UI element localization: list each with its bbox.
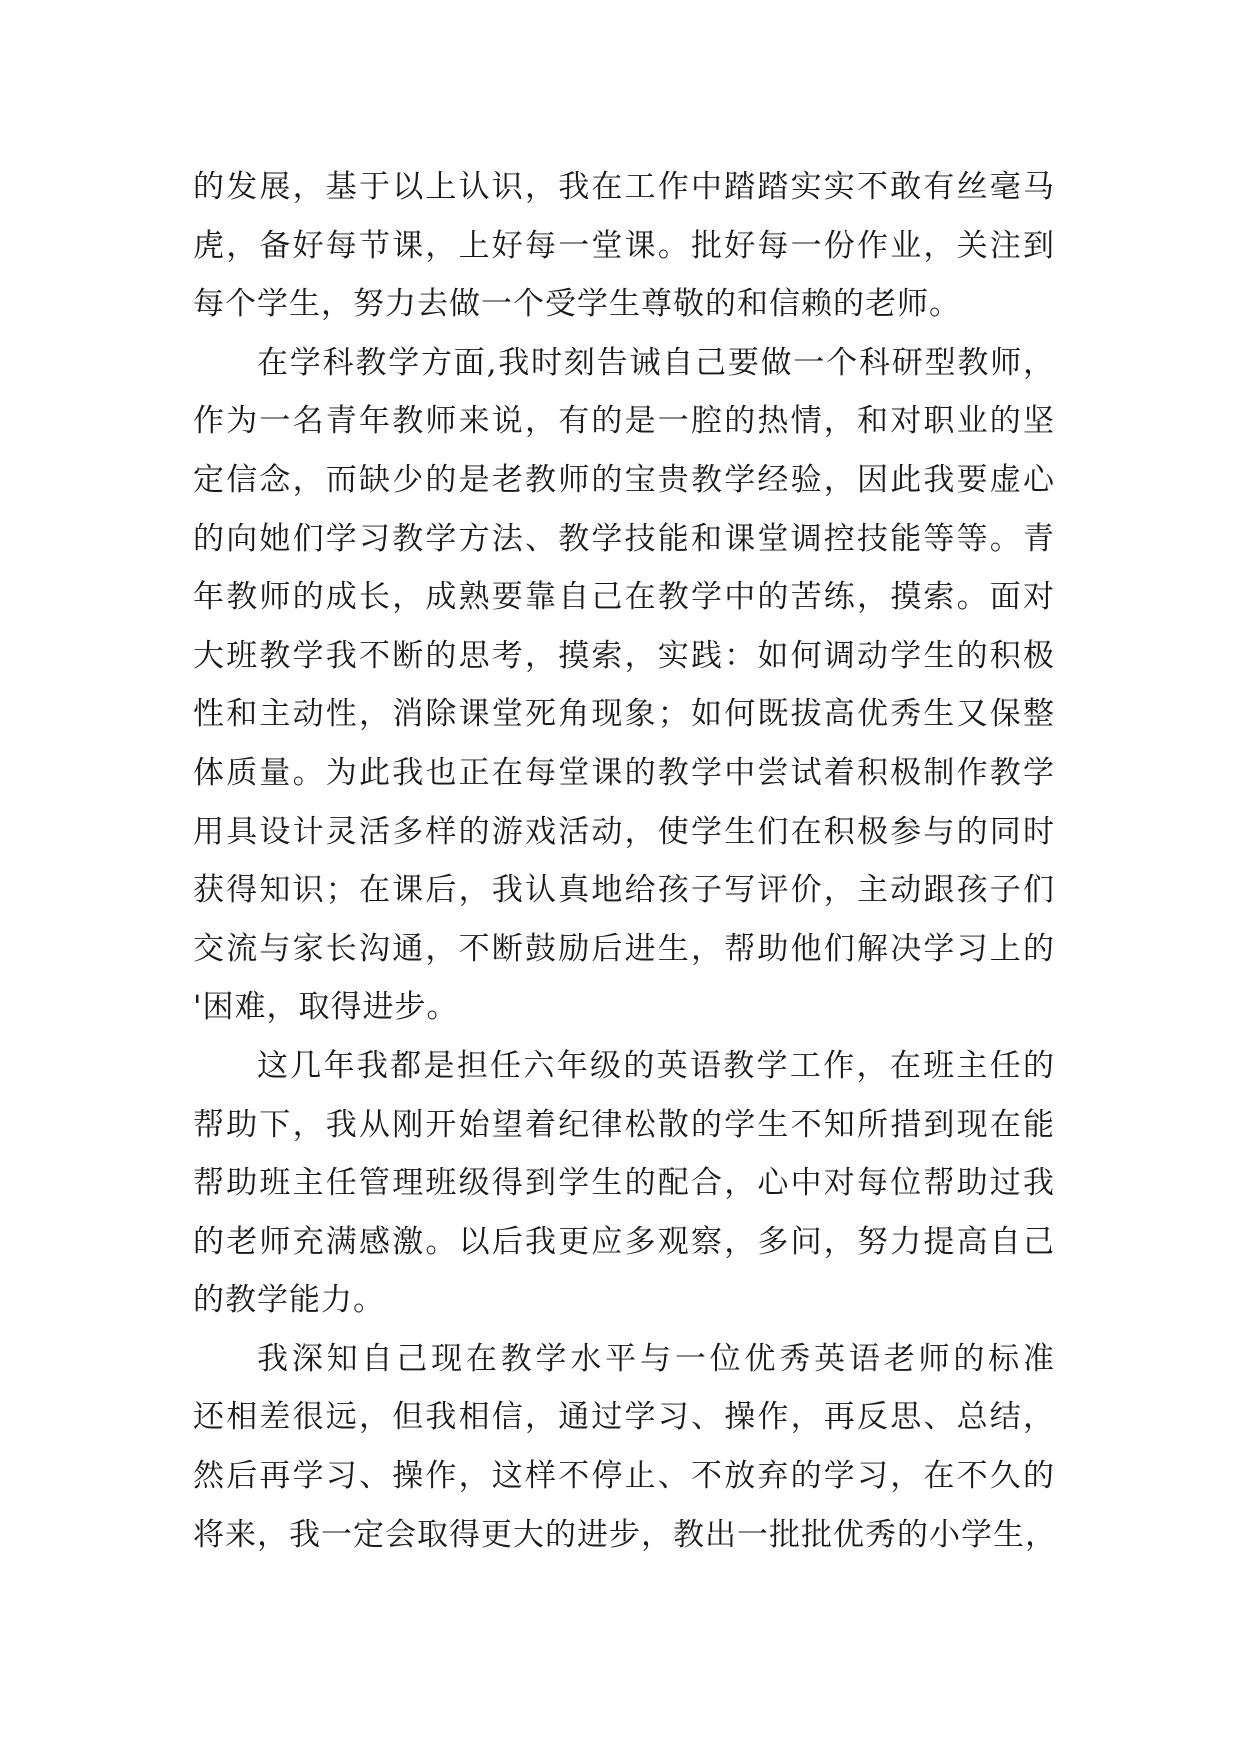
text-line: 定信念，而缺少的是老教师的宝贵教学经验，因此我要虚心 [193,461,1055,498]
text-line: '困难，取得进步。 [193,989,459,1026]
text-line: 这几年我都是担任六年级的英语教学工作，在班主任的 [257,1047,1055,1084]
text-line: 的老师充满感激。以后我更应多观察，多问，努力提高自己 [193,1223,1055,1260]
text-line: 年教师的成长，成熟要靠自己在教学中的苦练，摸索。面对 [193,579,1055,616]
text-line: 帮助班主任管理班级得到学生的配合，心中对每位帮助过我 [193,1165,1055,1202]
text-line: 交流与家长沟通，不断鼓励后进生，帮助他们解决学习上的 [193,930,1055,967]
text-line: 还相差很远，但我相信，通过学习、操作，再反思、总结， [193,1399,1055,1436]
text-line: 获得知识；在课后，我认真地给孩子写评价，主动跟孩子们 [193,872,1055,909]
text-line: 然后再学习、操作，这样不停止、不放弃的学习，在不久的 [193,1458,1055,1495]
text-line: 作为一名青年教师来说，有的是一腔的热情，和对职业的坚 [193,403,1055,440]
text-line: 我深知自己现在教学水平与一位优秀英语老师的标准 [257,1340,1055,1377]
text-line: 的发展，基于以上认识，我在工作中踏踏实实不敢有丝毫马 [193,169,1055,205]
text-line: 帮助下，我从刚开始望着纪律松散的学生不知所措到现在能 [193,1106,1055,1143]
text-line: 的向她们学习教学方法、教学技能和课堂调控技能等等。青 [193,520,1055,557]
text-line: 用具设计灵活多样的游戏活动，使学生们在积极参与的同时 [193,813,1055,850]
text-line: 虎，备好每节课，上好每一堂课。批好每一份作业，关注到 [193,227,1055,264]
text-line: 的教学能力。 [193,1282,385,1319]
body-text [193,158,1055,1564]
text-line: 性和主动性，消除课堂死角现象；如何既拔高优秀生又保整 [193,696,1055,733]
text-line: 每个学生，努力去做一个受学生尊敬的和信赖的老师。 [193,286,961,323]
text-line: 大班教学我不断的思考，摸索，实践：如何调动学生的积极 [193,637,1055,674]
text-line: 在学科教学方面,我时刻告诫自己要做一个科研型教师， [257,344,1055,381]
text-line: 体质量。为此我也正在每堂课的教学中尝试着积极制作教学 [193,754,1055,791]
text-line: 将来，我一定会取得更大的进步，教出一批批优秀的小学生， [193,1516,1057,1553]
